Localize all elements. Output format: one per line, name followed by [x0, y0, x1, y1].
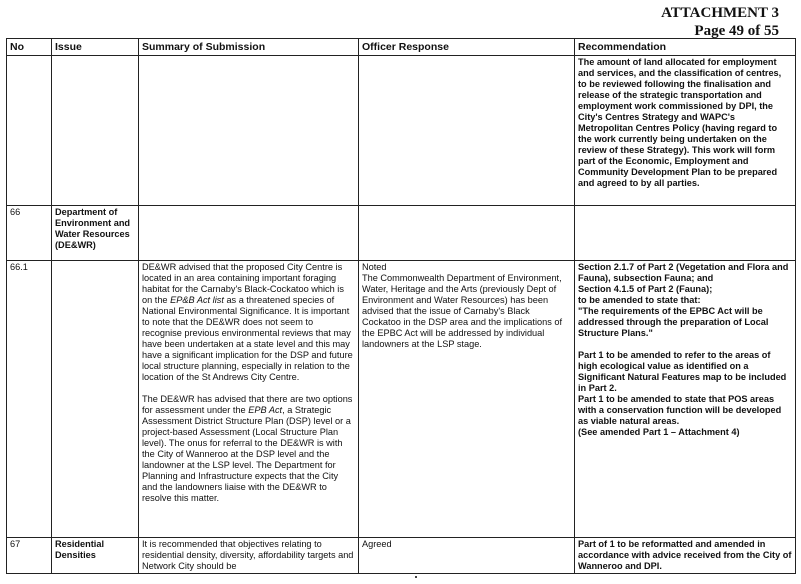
cell-response [359, 56, 575, 206]
cell-no: 66 [7, 206, 52, 261]
page-number: Page 49 of 55 [694, 23, 779, 39]
cell-summary [139, 56, 359, 206]
cell-no [7, 56, 52, 206]
cell-recommendation: The amount of land allocated for employment and services, and the classification of centres, to be reviewed following the finalisation and release of the strategic transportation and employment work commissioned by DPI, the City's Centres Strategy and WAPC's Metropolitan Centres Policy (having regard to the work currently being undertaken on the review of these Strategy). This work will form part of the Economic, Employment and Community Development Plan to be prepared and agreed to by all parties. [575, 56, 796, 206]
rec-line: Section 4.1.5 of Part 2 (Fauna); [578, 284, 713, 294]
attachment-header [661, 4, 779, 40]
cell-issue [52, 261, 139, 538]
table-header-row [7, 39, 796, 56]
cell-response [359, 261, 575, 538]
cell-no: 66.1 [7, 261, 52, 538]
response-text: The Commonwealth Department of Environment, Water, Heritage and the Arts (previously Dept of Environment and Water Resources) has been advised that the issue of Carnaby's Black Cockatoo in the DSP area and the implications of the EPBC Act will be addressed by individual landowners at the LSP stage. [362, 273, 563, 349]
table-row [7, 261, 796, 538]
cell-recommendation [575, 206, 796, 261]
col-header-officer-response: Officer Response [359, 39, 575, 56]
cell-response: Agreed [359, 538, 575, 574]
response-noted: Noted [362, 262, 387, 272]
submissions-table [6, 38, 796, 574]
table-row [7, 206, 796, 261]
cell-response [359, 206, 575, 261]
col-header-no: No [7, 39, 52, 56]
rec-line: "The requirements of the EPBC Act will be addressed through the preparation of Local Structure Plans." [578, 306, 769, 338]
cell-issue: Department of Environment and Water Resources (DE&WR) [52, 206, 139, 261]
col-header-summary: Summary of Submission [139, 39, 359, 56]
summary-paragraph: The DE&WR has advised that there are two options for assessment under the EPB Act, a Strategic Assessment District Structure Plan (DSP) level or a project-based Assessment (Local Structure Plan level). The onus for referral to the DE&WR is with the City of Wanneroo at the DSP level and the landowner at the LSP level. The Department for Planning and Infrastructure expects that the City and the landowners liaise with the DE&WR to resolve this matter. [142, 394, 353, 503]
cell-summary [139, 206, 359, 261]
cell-issue [52, 56, 139, 206]
cell-recommendation: Part of 1 to be reformatted and amended in accordance with advice received from the City of Wanneroo and DPI. [575, 538, 796, 574]
rec-line: Part 1 to be amended to refer to the areas of high ecological value as identified on a Significant Natural Features map to be included in Part 2. [578, 350, 787, 393]
col-header-issue: Issue [52, 39, 139, 56]
table-row [7, 538, 796, 574]
cell-recommendation [575, 261, 796, 538]
scan-speck [415, 576, 417, 578]
cell-summary: It is recommended that objectives relating to residential density, diversity, affordability targets and Network City should be [139, 538, 359, 574]
table-row [7, 56, 796, 206]
rec-line: Section 2.1.7 of Part 2 (Vegetation and Flora and Fauna), subsection Fauna; and [578, 262, 789, 283]
rec-line: Part 1 to be amended to state that POS areas with a conservation function will be developed as viable natural areas. [578, 394, 782, 426]
cell-no: 67 [7, 538, 52, 574]
cell-issue: Residential Densities [52, 538, 139, 574]
attachment-label: ATTACHMENT 3 [661, 5, 779, 21]
rec-line: (See amended Part 1 – Attachment 4) [578, 427, 740, 437]
col-header-recommendation: Recommendation [575, 39, 796, 56]
cell-summary [139, 261, 359, 538]
rec-line: to be amended to state that: [578, 295, 701, 305]
summary-paragraph: DE&WR advised that the proposed City Centre is located in an area containing important foraging habitat for the Carnaby's Black-Cockatoo which is on the EP&B Act list as a threatened species of National Environmental Significance. It is important to note that the DE&WR does not seem to recognise previous environmental reviews that may have been undertaken at a state level and this may have a significant implication for the DSP and future local structure planning, especially in relation to the location of the St Andrews City Centre. [142, 262, 353, 382]
